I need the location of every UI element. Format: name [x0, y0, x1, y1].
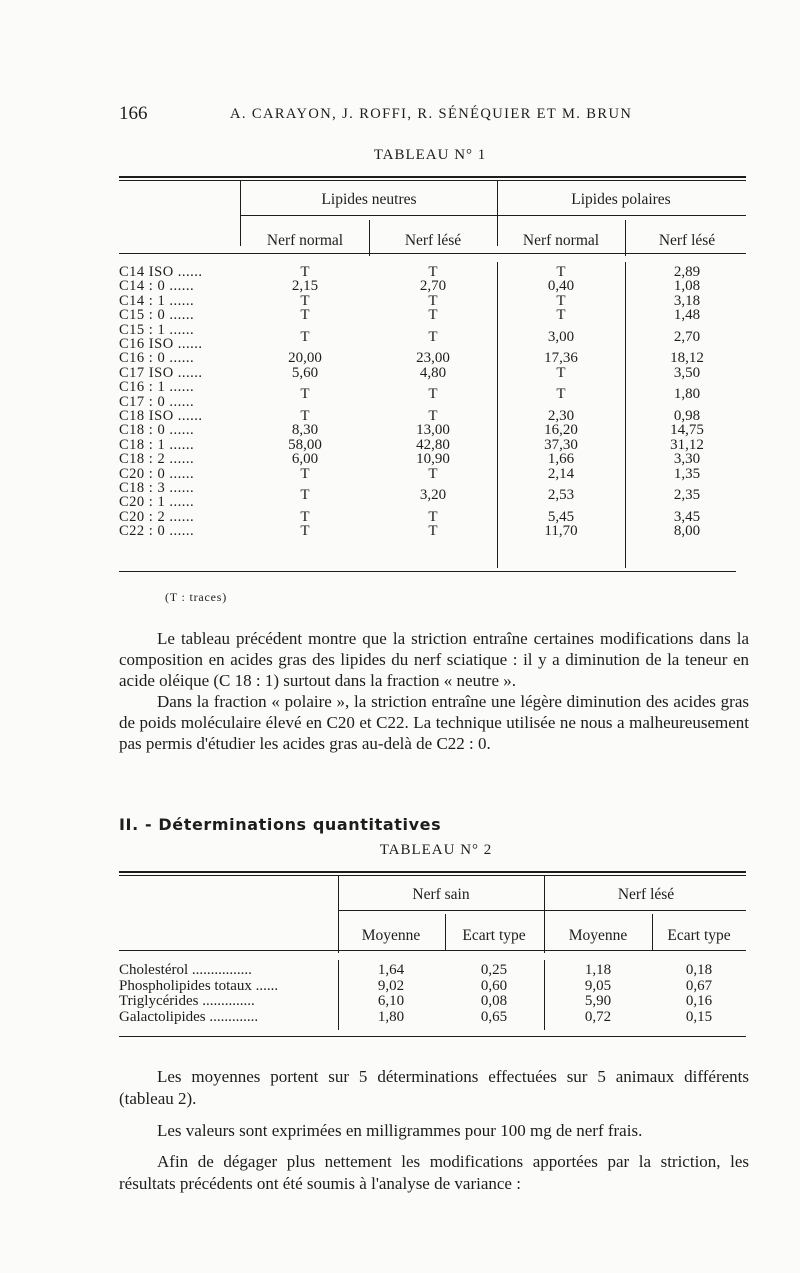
section-heading	[119, 815, 441, 834]
table1-cell: T	[556, 307, 566, 324]
table1-cell: 1,08	[673, 278, 701, 295]
table1-cell: T	[300, 508, 310, 525]
table1-column-header: Nerf lésé	[404, 232, 462, 249]
table2-cell: 6,10	[377, 993, 405, 1009]
table1-row-label: C16 : 0 ......	[119, 350, 195, 367]
paragraph: Afin de dégager plus nettement les modifications apportées par la striction, les résultats précédents ont été soumis à l'analyse de variance :	[119, 1152, 749, 1193]
table2-divider	[652, 914, 653, 950]
table1-cell: 2,30	[547, 408, 575, 424]
table1-row-label: C14 ISO ......	[119, 264, 203, 280]
table1-cell: 17,36	[544, 350, 578, 367]
table1-divider	[497, 262, 498, 568]
table2-row-label: Phospholipides totaux ......	[119, 977, 279, 994]
table1-cell: 8,00	[673, 523, 701, 540]
table1-row-label: C14 : 0 ......	[119, 278, 195, 295]
table1-cell: 2,53	[547, 487, 575, 504]
table2-row-label: Cholestérol ................	[119, 962, 252, 978]
table2-group-header: Nerf lésé	[617, 886, 675, 903]
table1-row-label: C20 : 2 ......	[119, 508, 195, 525]
table1-divider	[625, 220, 626, 256]
table2-header-rule	[119, 950, 746, 951]
paragraph: Les moyennes portent sur 5 déterminations effectuées sur 5 animaux différents (tableau 2).	[119, 1067, 749, 1108]
table2-title: TABLEAU N° 2	[379, 842, 493, 858]
table1-cell: T	[428, 328, 438, 345]
table1-cell: 14,75	[670, 422, 704, 439]
table2-cell: 5,90	[584, 993, 612, 1009]
table1-row-label: C20 : 0 ......	[119, 465, 195, 482]
table2-cell: 0,25	[480, 962, 508, 978]
table2-cell: 0,60	[480, 977, 508, 994]
table1-header-rule	[119, 253, 746, 254]
table2-cell: 0,72	[584, 1008, 612, 1025]
table1-row-label: C15 : 0 ......	[119, 307, 195, 324]
table1-row-label: C22 : 0 ......	[119, 523, 195, 540]
table1-cell: T	[300, 386, 310, 403]
table1-row-label: C17 ISO ......	[119, 364, 203, 381]
table1-column-header: Nerf normal	[522, 232, 600, 249]
table1-cell: 8,30	[291, 422, 319, 439]
paragraph: Dans la fraction « polaire », la striction entraîne une légère diminution des acides gras de poids moléculaire élevé en C20 et C22. La technique utilisée ne nous a malheureusement pas permis d'étudier les acides gras au-delà de C22 : 0.	[119, 692, 749, 753]
table1-cell: T	[300, 307, 310, 324]
table2-cell: 0,65	[480, 1008, 508, 1025]
table1-bottom-rule	[119, 571, 736, 572]
table1-row-label: C18 ISO ......	[119, 408, 203, 424]
table1-title: TABLEAU N° 1	[373, 147, 487, 163]
table2-cell: 1,64	[377, 962, 405, 978]
table1-row-label: C16 : 1 ......	[119, 379, 195, 396]
page-number: 166	[119, 103, 148, 124]
table1-cell: 3,45	[673, 508, 701, 525]
table1-cell: T	[556, 386, 566, 403]
table1-cell: 18,12	[670, 350, 704, 367]
table2-divider	[544, 960, 545, 1030]
table1-cell: T	[556, 364, 566, 381]
table1-cell: 4,80	[419, 364, 447, 381]
table1-cell: 1,66	[547, 451, 575, 468]
table1-cell: 5,60	[291, 364, 319, 381]
table1-column-header: Nerf lésé	[658, 232, 716, 249]
table2-bottom-rule	[119, 1036, 746, 1037]
table1-cell: 5,45	[547, 508, 575, 525]
section-number: II. -	[119, 815, 153, 834]
table1-cell: T	[428, 465, 438, 482]
table2-cell: 9,05	[584, 977, 612, 994]
table1-cell: 1,35	[673, 465, 701, 482]
table1-cell: 2,35	[673, 487, 701, 504]
table1-cell: 1,48	[673, 307, 701, 324]
table1-divider	[240, 181, 241, 246]
table1-cell: 13,00	[416, 422, 450, 439]
table1-row-label: C14 : 1 ......	[119, 292, 195, 309]
table1-row-label: C20 : 1 ......	[119, 494, 195, 511]
table1-row-label: C16 ISO ......	[119, 336, 203, 352]
table1-cell: T	[556, 292, 566, 309]
table1-cell: 11,70	[544, 523, 578, 540]
table1-cell: T	[300, 523, 310, 540]
table1-cell: T	[428, 408, 438, 424]
table1-row-label: C17 : 0 ......	[119, 393, 195, 410]
table1-cell: T	[300, 408, 310, 424]
table2-cell: 0,15	[685, 1008, 713, 1025]
table1-cell: T	[428, 508, 438, 525]
table1-cell: 3,20	[419, 487, 447, 504]
table1-cell: T	[300, 487, 310, 504]
table1-cell: 0,98	[673, 408, 701, 424]
table2-cell: 1,18	[584, 962, 612, 978]
table1-cell: 42,80	[416, 436, 450, 453]
table1-cell: T	[300, 465, 310, 482]
table1-column-header: Nerf normal	[266, 232, 344, 249]
table1-cell: 6,00	[291, 451, 319, 468]
table1-cell: T	[428, 386, 438, 403]
table1-group-rule	[240, 215, 746, 216]
table1-cell: T	[428, 292, 438, 309]
table1-top-rule-thin	[119, 180, 746, 181]
table1-cell: 3,18	[673, 292, 701, 309]
table1-cell: 2,89	[673, 264, 701, 280]
table1-group-header: Lipides polaires	[571, 191, 671, 208]
table1-cell: 37,30	[544, 436, 578, 453]
paragraph: Le tableau précédent montre que la striction entraîne certaines modifications dans la composition en acides gras des lipides du nerf sciatique : il y a diminution de la teneur en acide oléique (C 18 : 1) surtout dans la fraction « neutre ».	[119, 629, 749, 690]
table2-column-header: Moyenne	[568, 927, 628, 944]
table1-cell: T	[428, 307, 438, 324]
table2-top-rule-thin	[119, 875, 746, 876]
table1-cell: 23,00	[416, 350, 450, 367]
table1-row-label: C18 : 3 ......	[119, 480, 195, 496]
table1-cell: 3,30	[673, 451, 701, 468]
table2-top-rule	[119, 871, 746, 873]
table1-cell: 16,20	[544, 422, 578, 439]
table1-cell: 0,40	[547, 278, 575, 295]
table2-cell: 9,02	[377, 977, 405, 994]
table1-cell: T	[300, 328, 310, 345]
table1-cell: T	[300, 264, 310, 280]
table2-divider	[338, 960, 339, 1030]
table1-cell: T	[300, 292, 310, 309]
table1-cell: 2,14	[547, 465, 575, 482]
table2-row-label: Triglycérides ..............	[119, 993, 255, 1009]
running-header-authors: A. CARAYON, J. ROFFI, R. SÉNÉQUIER ET M. BRUN	[230, 106, 633, 122]
table1-cell: 58,00	[288, 436, 322, 453]
table1-cell: 2,15	[291, 278, 319, 295]
table1-cell: 31,12	[670, 436, 704, 453]
table1-cell: T	[428, 523, 438, 540]
table2-cell: 0,67	[685, 977, 713, 994]
table1-cell: 2,70	[419, 278, 447, 295]
table2-cell: 0,18	[685, 962, 713, 978]
table1-note: (T : traces)	[165, 590, 228, 604]
table1-divider	[497, 181, 498, 246]
table1-group-header: Lipides neutres	[321, 191, 417, 208]
table2-divider	[544, 876, 545, 953]
table1-cell: 3,50	[673, 364, 701, 381]
table1-row-label: C18 : 0 ......	[119, 422, 195, 439]
table1-row-label: C15 : 1 ......	[119, 321, 195, 338]
table2-group-rule	[338, 910, 746, 911]
table1-row-label: C18 : 1 ......	[119, 436, 195, 453]
table1-row-label: C18 : 2 ......	[119, 451, 195, 468]
table1-cell: 10,90	[416, 451, 450, 468]
table2-column-header: Moyenne	[361, 927, 421, 944]
paragraph: Les valeurs sont exprimées en milligrammes pour 100 mg de nerf frais.	[157, 1121, 643, 1140]
table1-top-rule	[119, 176, 746, 178]
table2-cell: 0,16	[685, 993, 713, 1009]
table2-row-label: Galactolipides .............	[119, 1008, 259, 1025]
table1-divider	[625, 262, 626, 568]
table1-divider	[369, 220, 370, 256]
table1-cell: T	[556, 264, 566, 280]
body-text-2	[119, 1066, 749, 1195]
table2-divider	[338, 876, 339, 953]
table1-cell: 1,80	[673, 386, 701, 403]
table1-cell: 2,70	[673, 328, 701, 345]
table1-cell: 3,00	[547, 328, 575, 345]
table2-cell: 0,08	[480, 993, 508, 1009]
table1-cell: 20,00	[288, 350, 322, 367]
body-text-1	[119, 628, 749, 754]
table2-cell: 1,80	[377, 1008, 405, 1025]
section-title: Déterminations quantitatives	[158, 815, 442, 834]
table2-divider	[445, 914, 446, 950]
table1-cell: T	[428, 264, 438, 280]
table2-column-header: Ecart type	[462, 927, 526, 944]
table2-group-header: Nerf sain	[412, 886, 470, 903]
table2-column-header: Ecart type	[667, 927, 731, 944]
